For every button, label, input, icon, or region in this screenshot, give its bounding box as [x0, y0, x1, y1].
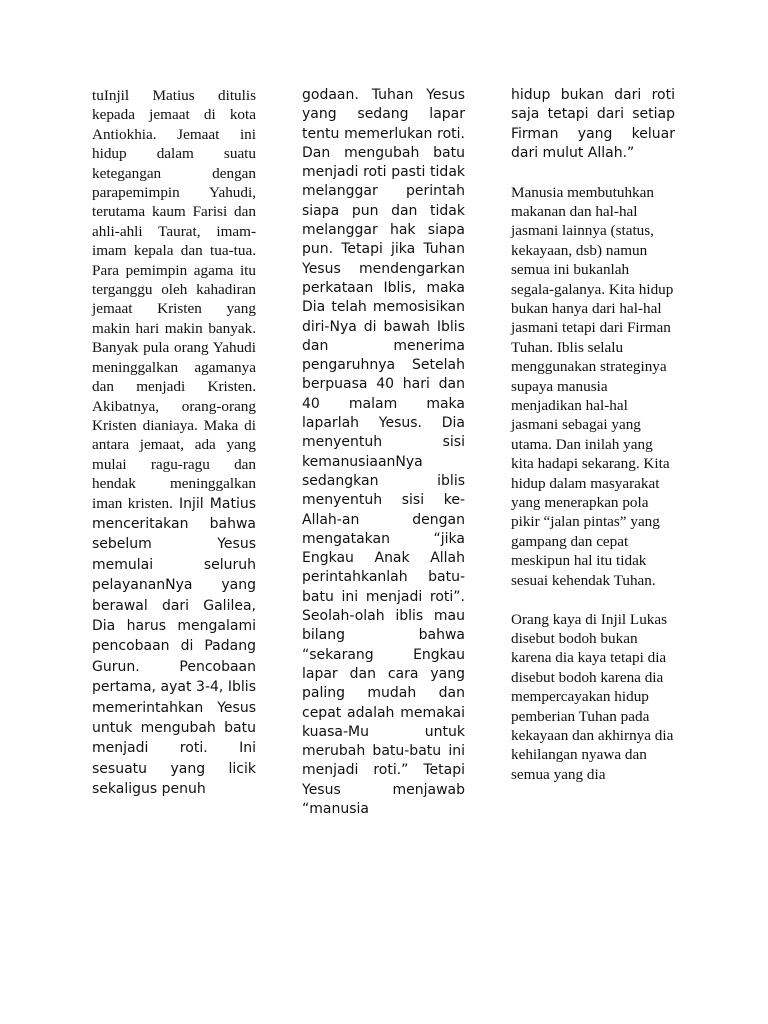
serif-text-run: tuInjil Matius ditulis kepada jemaat di kota Antiokhia. Jemaat ini hidup dalam suatu ketegangan dengan parapemimpin Yahudi, terutama kaum Farisi dan ahli-ahli Taurat, imam-imam kepala dan tua-tua. Para pemimpin agama itu terganggu oleh kahadiran jemaat Kristen yang makin hari makin banyak. Banyak pula orang Yahudi meninggalkan agamanya dan menjadi Kristen. Akibatnya, orang-orang Kristen dianiaya. Maka di antara jemaat, ada yang mulai ragu-ragu dan hendak meninggalkan iman kristen. — [92, 87, 256, 512]
text-column-1 — [92, 86, 256, 800]
text-column-2 — [302, 86, 465, 819]
paragraph-godaan: godaan. Tuhan Yesus yang sedang lapar tentu memerlukan roti. Dan mengubah batu menjadi roti pasti tidak melanggar perintah siapa pun dan tidak melanggar hak siapa pun. Tetapi jika Tuhan Yesus mendengarkan perkataan Iblis, maka Dia telah memosisikan diri-Nya di bawah Iblis dan menerima pengaruhnya Setelah berpuasa 40 hari dan 40 malam maka laparlah Yesus. Dia menyentuh sisi kemanusiaanNya sedangkan iblis menyentuh sisi ke-Allah-an dengan mengatakan “jika Engkau Anak Allah perintahkanlah batu-batu ini menjadi roti”. Seolah-olah iblis mau bilang bahwa “sekarang Engkau lapar dan cara yang paling mudah dan cepat adalah memakai kuasa-Mu untuk merubah batu-batu ini menjadi roti.” Tetapi Yesus menjawab “manusia — [302, 87, 465, 817]
paragraph-manusia: Manusia membutuhkan makanan dan hal-hal jasmani lainnya (status, kekayaan, dsb) namun semua ini bukanlah segala-galanya. Kita hidup bukan hanya dari hal-hal jasmani tetapi dari Firman Tuhan. Iblis selalu menggunakan strateginya supaya manusia menjadikan hal-hal jasmani sebagai yang utama. Dan inilah yang kita hadapi sekarang. Kita hidup dalam masyarakat yang menerapkan pola pikir “jalan pintas” yang gampang dan cepat meskipun hal itu tidak sesuai kehendak Tuhan. — [511, 183, 674, 589]
sans-text-run: Injil Matius menceritakan bahwa sebelum Yesus memulai seluruh pelayananNya yang berawal dari Galilea, Dia harus mengalami pencobaan di Padang Gurun. Pencobaan pertama, ayat 3-4, Iblis memerintahkan Yesus untuk mengubah batu menjadi roti. Ini sesuatu yang licik sekaligus penuh — [92, 495, 256, 798]
paragraph-gap — [511, 163, 675, 182]
paragraph-orang-kaya: Orang kaya di Injil Lukas disebut bodoh bukan karena dia kaya tetapi dia disebut bodoh karena dia mempercayakan hidup pemberian Tuhan pada kekayaan dan akhirnya dia kehilangan nyawa dan semua yang dia — [511, 610, 674, 783]
paragraph-gap — [511, 590, 675, 609]
paragraph-firman: hidup bukan dari roti saja tetapi dari setiap Firman yang keluar dari mulut Allah.” — [511, 87, 675, 161]
paragraph-injil-matius — [92, 86, 256, 800]
text-column-3 — [511, 86, 675, 784]
